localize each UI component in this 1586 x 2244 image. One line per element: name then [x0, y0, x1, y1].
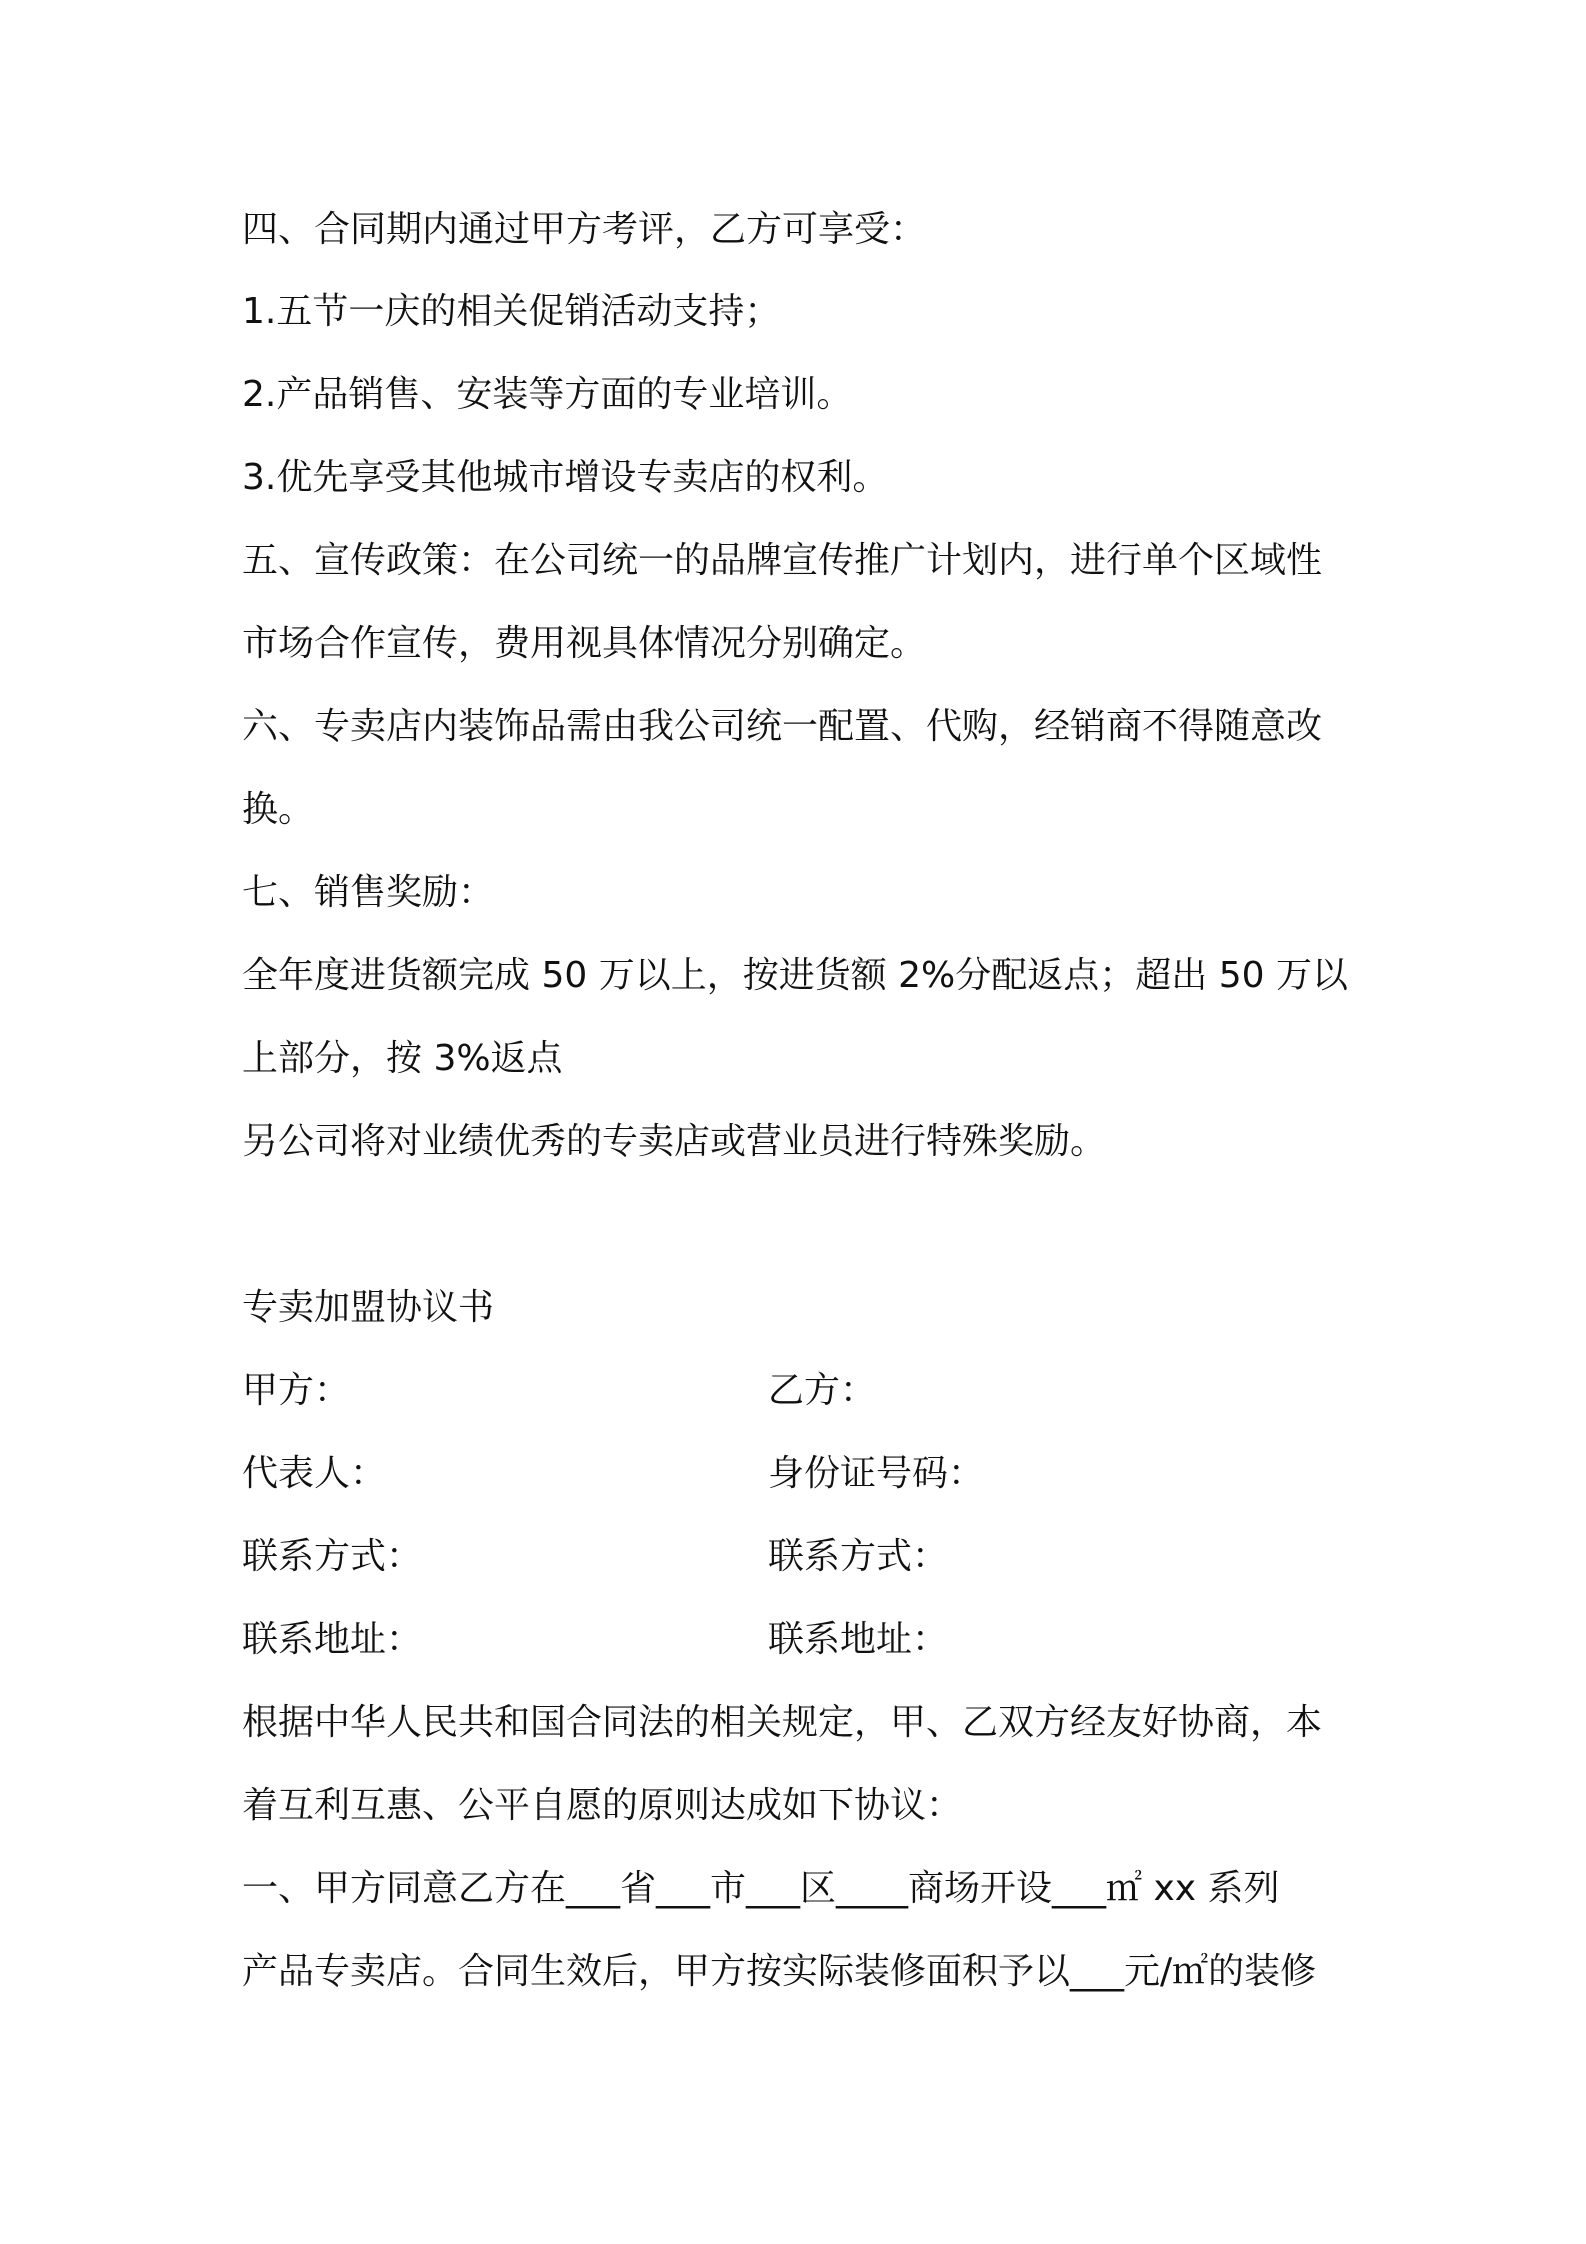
representative-label: 代表人： — [242, 1453, 387, 1494]
clause-7-line-1: 全年度进货额完成 50 万以上，按进货额 2%分配返点；超出 50 万以 — [242, 955, 1348, 996]
address-b-label: 联系地址： — [768, 1619, 949, 1660]
clause-4-item-2: 2.产品销售、安装等方面的专业培训。 — [242, 374, 853, 415]
clause-5-line-2: 市场合作宣传，费用视具体情况分别确定。 — [242, 623, 927, 664]
address-a-label: 联系地址： — [242, 1619, 423, 1660]
id-number-label: 身份证号码： — [768, 1453, 985, 1494]
clause-5-line-1: 五、宣传政策：在公司统一的品牌宣传推广计划内，进行单个区域性 — [242, 540, 1323, 581]
clause-4-item-3: 3.优先享受其他城市增设专卖店的权利。 — [242, 457, 889, 498]
clause-7-line-2: 上部分，按 3%返点 — [242, 1038, 563, 1079]
agreement-title: 专卖加盟协议书 — [242, 1287, 495, 1328]
article-1-line-2: 产品专卖店。合同生效后，甲方按实际装修面积予以___元/㎡的装修 — [242, 1951, 1317, 1992]
contact-a-label: 联系方式： — [242, 1536, 423, 1577]
party-b-label: 乙方： — [768, 1370, 877, 1411]
clause-4-heading: 四、合同期内通过甲方考评，乙方可享受： — [242, 209, 927, 250]
clause-6-line-2: 换。 — [242, 789, 315, 830]
party-a-label: 甲方： — [242, 1370, 351, 1411]
article-1-line-1: 一、甲方同意乙方在___省___市___区____商场开设___㎡ xx 系列 — [242, 1868, 1280, 1909]
clause-6-line-1: 六、专卖店内装饰品需由我公司统一配置、代购，经销商不得随意改 — [242, 706, 1323, 747]
preamble-line-1: 根据中华人民共和国合同法的相关规定，甲、乙双方经友好协商，本 — [242, 1702, 1323, 1743]
clause-7-heading: 七、销售奖励： — [242, 872, 495, 913]
preamble-line-2: 着互利互惠、公平自愿的原则达成如下协议： — [242, 1785, 963, 1826]
contact-b-label: 联系方式： — [768, 1536, 949, 1577]
clause-7-line-3: 另公司将对业绩优秀的专卖店或营业员进行特殊奖励。 — [242, 1121, 1107, 1162]
clause-4-item-1: 1.五节一庆的相关促销活动支持； — [242, 291, 781, 332]
